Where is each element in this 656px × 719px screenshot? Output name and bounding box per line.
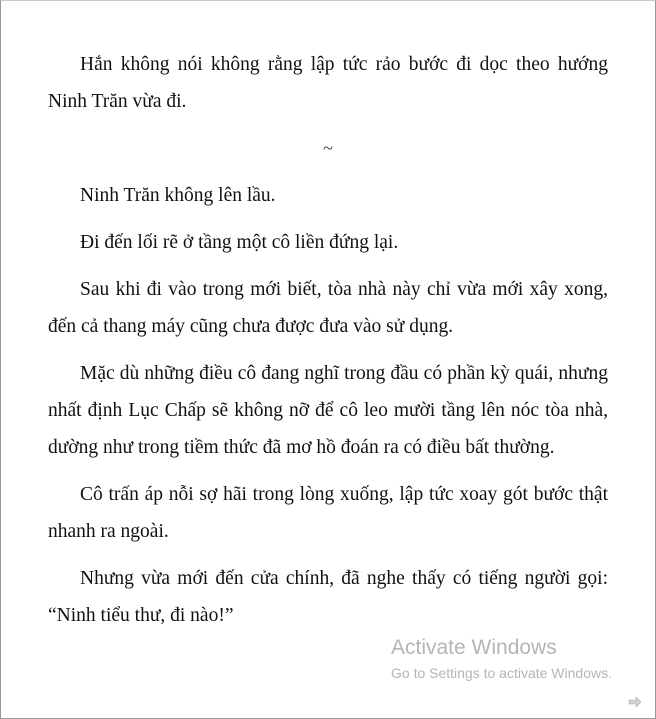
scroll-arrow-icon[interactable] <box>628 695 642 709</box>
scene-separator: ~ <box>323 138 333 158</box>
paragraph-3: Đi đến lối rẽ ở tầng một cô liền đứng lại. <box>80 232 399 253</box>
paragraph-5: Mặc dù những điều cô đang nghĩ trong đầu có phần kỳ quái, nhưng nhất định Lục Chấp sẽ không nỡ để cô leo mười tầng lên nóc tòa nhà, dường như trong tiềm thức đã mơ hồ đoán ra có điều bất thường. <box>48 363 608 458</box>
paragraph-1: Hắn không nói không rằng lập tức rảo bước đi dọc theo hướng Ninh Trăn vừa đi. <box>48 54 608 112</box>
paragraph-7: Nhưng vừa mới đến cửa chính, đã nghe thấy có tiếng người gọi: “Ninh tiểu thư, đi nào!” <box>48 568 608 626</box>
watermark-subtitle: Go to Settings to activate Windows. <box>391 665 612 681</box>
paragraph-2: Ninh Trăn không lên lầu. <box>80 185 276 206</box>
paragraph-4: Sau khi đi vào trong mới biết, tòa nhà này chỉ vừa mới xây xong, đến cả thang máy cũng chưa được đưa vào sử dụng. <box>48 279 608 337</box>
paragraph-6: Cô trấn áp nỗi sợ hãi trong lòng xuống, lập tức xoay gót bước thật nhanh ra ngoài. <box>48 484 608 542</box>
document-page <box>48 46 608 644</box>
activate-windows-watermark <box>391 634 612 684</box>
watermark-title: Activate Windows <box>391 636 557 659</box>
